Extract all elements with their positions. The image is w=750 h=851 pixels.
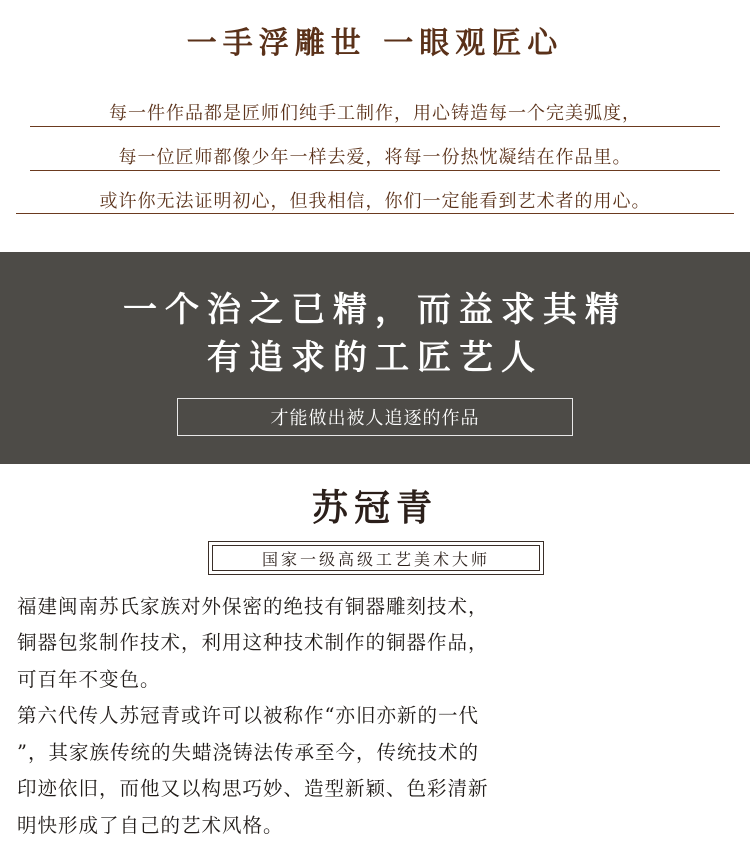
headline: 一手浮雕世 一眼观匠心 xyxy=(186,26,564,61)
artist-title-box xyxy=(208,541,544,575)
intro-underline-2 xyxy=(30,170,720,171)
bio-line-7: 明快形成了自己的艺术风格。 xyxy=(17,814,284,837)
bio-line-1: 福建闽南苏氏家族对外保密的绝技有铜器雕刻技术， xyxy=(17,595,489,618)
intro-line-1: 每一件作品都是匠师们纯手工制作，用心铸造每一个完美弧度， xyxy=(109,103,641,124)
intro-section xyxy=(0,0,750,252)
intro-line-2: 每一位匠师都像少年一样去爱，将每一份热忱凝结在作品里。 xyxy=(118,147,632,168)
intro-underline-1 xyxy=(30,126,720,127)
banner-line-1: 一个治之已精，而益求其精 xyxy=(123,290,627,330)
banner-boxed-caption: 才能做出被人追逐的作品 xyxy=(177,398,573,436)
artist-name: 苏冠青 xyxy=(311,487,438,529)
bio-line-4: 第六代传人苏冠青或许可以被称作“亦旧亦新的一代 xyxy=(17,704,479,727)
artist-title: 国家一级高级工艺美术大师 xyxy=(261,549,490,569)
banner-line-2: 有追求的工匠艺人 xyxy=(207,338,543,378)
bio-line-6: 印迹依旧，而他又以构思巧妙、造型新颖、色彩清新 xyxy=(17,777,489,800)
intro-underline-3 xyxy=(16,213,734,214)
slogan-banner xyxy=(0,252,750,464)
bio-line-2: 铜器包浆制作技术，利用这种技术制作的铜器作品， xyxy=(17,631,489,654)
intro-line-3: 或许你无法证明初心，但我相信，你们一定能看到艺术者的用心。 xyxy=(99,191,651,212)
bio-line-5: ”，其家族传统的失蜡浇铸法传承至今，传统技术的 xyxy=(17,741,479,764)
bio-line-3: 可百年不变色。 xyxy=(17,668,161,691)
